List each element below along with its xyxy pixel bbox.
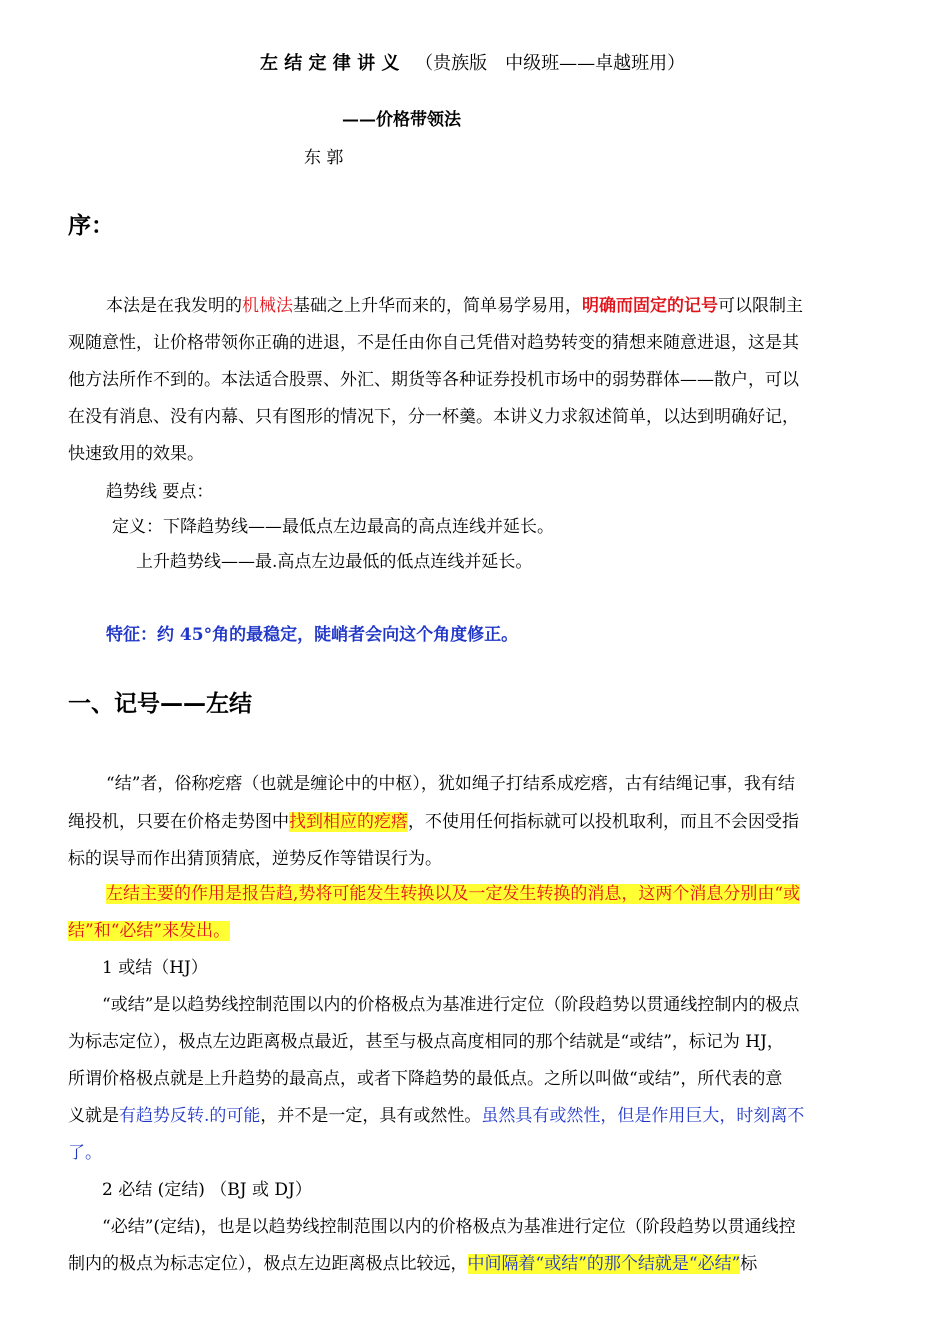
highlight-main-role: 结”和“必结”来发出。 — [68, 921, 231, 941]
title-line — [260, 52, 685, 76]
preface-line-1 — [106, 294, 803, 318]
trendline-feature: 特征：约 45°角的最稳定，陡峭者会向这个角度修正。 — [106, 625, 519, 645]
mechanical-method-term: 机械法 — [242, 296, 293, 316]
preface-line-4: 在没有消息、没有内幕、只有图形的情况下，分一杯羹。本讲义力求叙述简单，以达到明确好记， — [68, 407, 799, 427]
preface-line-5: 快速致用的效果。 — [68, 444, 204, 464]
hj-line-2: 为标志定位），极点左边距离极点最近，甚至与极点高度相同的那个结就是“或结”，标记为 HJ， — [68, 1032, 784, 1052]
trendline-def-down: 定义：下降趋势线——最低点左边最高的高点连线并延长。 — [112, 517, 554, 537]
bj-line-1: “必结”(定结)，也是以趋势线控制范围以内的价格极点为基准进行定位（阶段趋势以贯通线控 — [102, 1217, 796, 1237]
trendline-def-up: 上升趋势线——最.高点左边最低的低点连线并延长。 — [136, 552, 533, 572]
hj-line-5: 了。 — [68, 1143, 102, 1163]
hj-line-3: 所谓价格极点就是上升趋势的最高点，或者下降趋势的最低点。之所以叫做“或结”，所代表的意 — [68, 1069, 783, 1089]
highlight-bj-definition: 中间隔着“或结”的那个结就是“必结” — [467, 1254, 741, 1274]
highlight-main-role: 左结主要的作用是报告趋,势将可能发生转换以及一定发生转换的消息，这两个消息分别由“或 — [106, 884, 801, 904]
main-role-line-1 — [106, 882, 800, 906]
hj-text: ，并不是一定，具有或然性。 — [260, 1106, 482, 1126]
preface-line-3: 他方法所作不到的。本法适合股票、外汇、期货等各种证券投机市场中的弱势群体——散户，可以 — [68, 370, 799, 390]
knot-para-line-1: “结”者，俗称疙瘩（也就是缠论中的中枢），犹如绳子打结系成疙瘩，古有结绳记事，我有结 — [106, 774, 795, 794]
knot-para-line-2 — [68, 810, 799, 834]
preface-text: 本法是在我发明的 — [106, 296, 242, 316]
preface-text: 可以限制主 — [718, 296, 803, 316]
hj-importance-note: 虽然具有或然性，但是作用巨大，时刻离不 — [481, 1106, 805, 1126]
bj-text: 标 — [740, 1254, 758, 1274]
highlight-find-knot: 找到相应的疙瘩 — [289, 812, 408, 832]
preface-heading: 序： — [68, 213, 114, 239]
hj-line-4 — [68, 1104, 804, 1128]
document-title: 左 结 定 律 讲 义 — [260, 53, 400, 74]
hj-title: 1 或结（HJ） — [102, 958, 208, 978]
trendline-title: 趋势线 要点： — [106, 482, 214, 502]
preface-line-2: 观随意性，让价格带领你正确的进退，不是任由你自己凭借对趋势转变的猜想来随意进退，这是其 — [68, 333, 799, 353]
preface-text: 基础之上升华而来的，简单易学易用， — [293, 296, 582, 316]
document-edition: （贵族版 中级班——卓越班用） — [415, 53, 686, 74]
main-role-line-2 — [68, 919, 230, 943]
knot-para-line-3: 标的误导而作出猜顶猜底，逆势反作等错误行为。 — [68, 849, 442, 869]
section-1-heading: 一、记号——左结 — [68, 691, 252, 717]
document-subtitle: ——价格带领法 — [342, 110, 461, 130]
knot-text: ，不使用任何指标就可以投机取利，而且不会因受指 — [408, 812, 799, 832]
document-author: 东 郭 — [304, 148, 344, 168]
bj-title: 2 必结 (定结) （BJ 或 DJ） — [102, 1180, 312, 1200]
hj-line-1: “或结”是以趋势线控制范围以内的价格极点为基准进行定位（阶段趋势以贯通线控制内的极点 — [102, 995, 800, 1015]
bj-line-2 — [68, 1252, 757, 1276]
bj-text: 制内的极点为标志定位），极点左边距离极点比较远， — [68, 1254, 468, 1274]
hj-text: 义就是 — [68, 1106, 119, 1126]
knot-text: 绳投机，只要在价格走势图中 — [68, 812, 289, 832]
hj-reversal-possibility: 有趋势反转.的可能 — [119, 1106, 261, 1126]
fixed-mark-emphasis: 明确而固定的记号 — [582, 296, 718, 316]
